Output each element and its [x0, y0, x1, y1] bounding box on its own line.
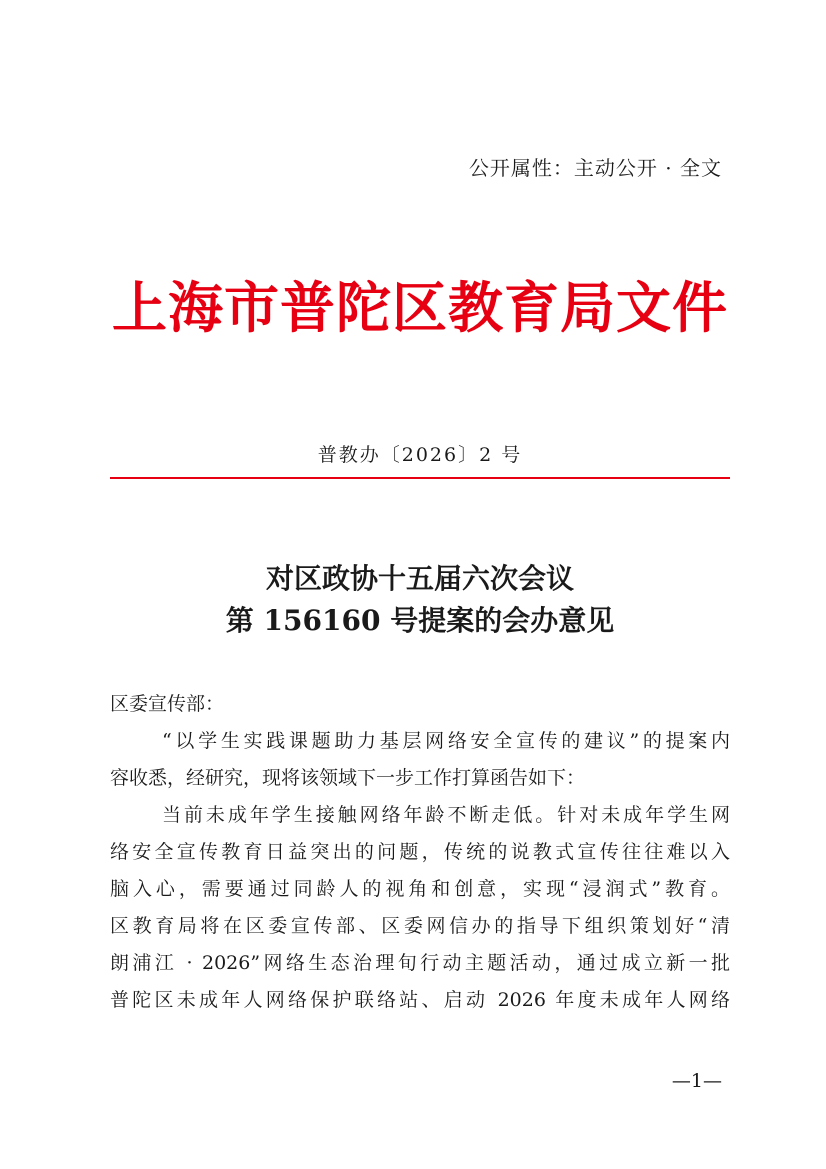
- body-line: 脑入心，需要通过同龄人的视角和创意，实现“浸润式”教育。: [110, 878, 730, 900]
- body-line: 容收悉，经研究，现将该领域下一步工作打算函告如下：: [110, 767, 586, 789]
- body-line: 朗浦江 · 2026”网络生态治理旬行动主题活动，通过成立新一批: [110, 952, 730, 974]
- disclosure-attribute: 公开属性：主动公开 · 全文: [468, 156, 722, 180]
- body-line: “以学生实践课题助力基层网络安全宣传的建议”的提案内: [162, 730, 730, 752]
- body-line: 区教育局将在区委宣传部、区委网信办的指导下组织策划好“清: [110, 915, 730, 937]
- page-number: —1—: [671, 1070, 722, 1092]
- salutation: 区委宣传部：: [110, 693, 225, 715]
- title-line-1: 对区政协十五届六次会议: [265, 562, 574, 595]
- document-number: 普教办〔2026〕2 号: [317, 444, 523, 466]
- body-line: 当前未成年学生接触网络年龄不断走低。针对未成年学生网: [162, 804, 730, 826]
- title-line-2: 第 156160 号提案的会办意见: [225, 604, 615, 637]
- document-body: [110, 686, 730, 1019]
- body-line: 络安全宣传教育日益突出的问题，传统的说教式宣传往往难以入: [110, 841, 730, 863]
- red-divider-line: [110, 477, 730, 479]
- masthead-title: 上海市普陀区教育局文件: [111, 275, 728, 340]
- document-title: [110, 558, 730, 642]
- body-line: 普陀区未成年人网络保护联络站、启动 2026 年度未成年人网络: [110, 989, 730, 1011]
